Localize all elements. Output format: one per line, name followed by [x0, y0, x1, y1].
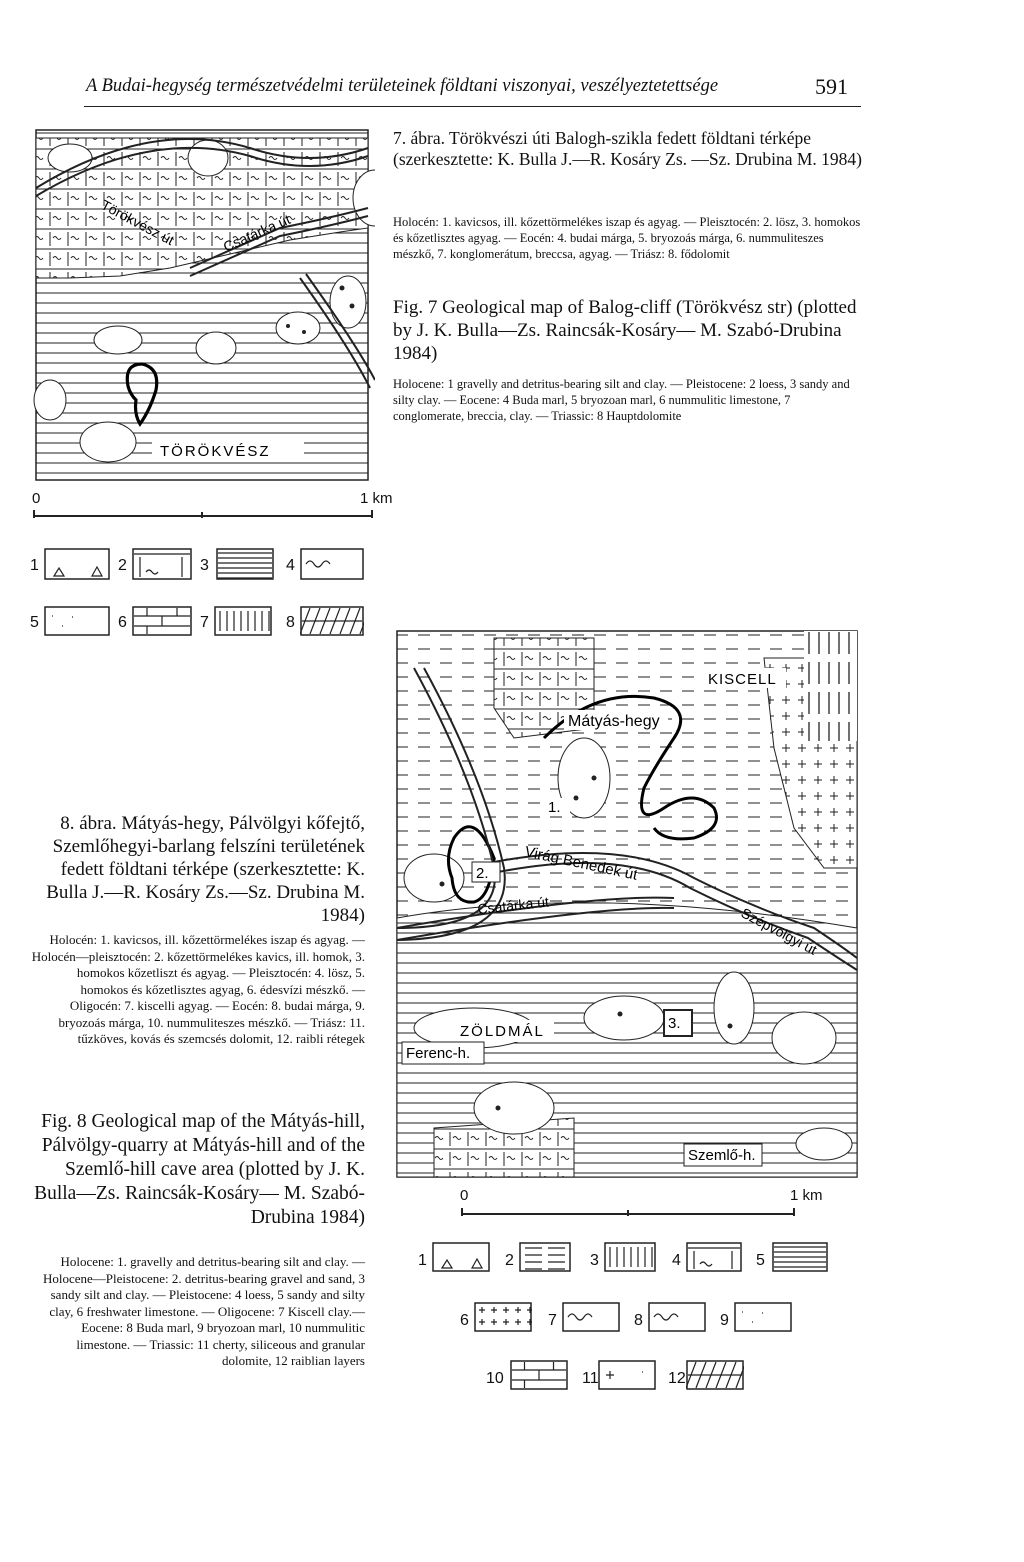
fig7-legend-number-6: 6 [118, 614, 127, 631]
fig7-legend-swatch-7 [214, 606, 272, 636]
fig8-legend-swatch-7 [562, 1302, 620, 1332]
fig7-legend-swatch-2 [132, 548, 192, 580]
fig8-legend-number-8: 8 [634, 1312, 643, 1329]
fig8-ferenc-label: Ferenc-h. [406, 1045, 471, 1062]
fig8-legend-swatch-8 [648, 1302, 706, 1332]
fig8-legend-number-7: 7 [548, 1312, 557, 1329]
fig7-map [30, 128, 375, 483]
fig8-csatarka-label: Csatárka út [476, 893, 550, 917]
fig8-caption-hu: 8. ábra. Mátyás-hegy, Pálvölgyi kőfejtő, Szemlőhegyi-barlang felszíni területének fedett földtani térképe (szerkesztette: K. Bulla J.—R. Kosáry Zs.—Sz. Drubina M. 1984) [46, 813, 365, 926]
fig8-legend-number-10: 10 [486, 1370, 504, 1387]
fig8-szemlo-label: Szemlő-h. [688, 1147, 756, 1164]
fig7-legend-number-3: 3 [200, 557, 209, 574]
fig7-street2-label: Csatárka út [220, 211, 293, 255]
running-title: A Budai-hegység természetvédelmi területeinek földtani viszonyai, veszélyeztetettsége [86, 76, 719, 96]
fig8-legend-swatch-4 [686, 1242, 742, 1272]
fig8-kiscell-label: KISCELL [708, 671, 777, 688]
header-rule [84, 106, 861, 107]
fig7-legend-hu: Holocén: 1. kavicsos, ill. kőzettörmelékes iszap és agyag. — Pleisztocén: 2. lösz, 3. homokos és kőzetlisztes agyag. — Eocén: 4. budai márga, 5. bryozoás márga, 6. nummuliteszes mészkő, 7. konglomerátum, breccsa, agyag. — Triász: 8. fődolomit [393, 215, 861, 261]
fig8-legend-swatch-1 [432, 1242, 490, 1272]
fig7-legend-number-7: 7 [200, 614, 209, 631]
fig8-legend-number-9: 9 [720, 1312, 729, 1329]
fig7-scale-bar [30, 508, 380, 520]
fig8-legend-swatch-12 [686, 1360, 744, 1390]
fig8-legend-number-1: 1 [418, 1252, 427, 1269]
fig8-legend-swatch-10 [510, 1360, 568, 1390]
fig7-caption-hu: 7. ábra. Törökvészi úti Balogh-szikla fedett földtani térképe (szerkesztette: K. Bulla J.—R. Kosáry Zs. —Sz. Drubina M. 1984) [393, 128, 863, 169]
fig7-legend-number-4: 4 [286, 557, 295, 574]
fig7-legend-swatch-4 [300, 548, 364, 580]
fig7-legend-en: Holocene: 1 gravelly and detritus-bearing silt and clay. — Pleistocene: 2 loess, 3 sandy and silty clay. — Eocene: 4 Buda marl, 5 bryozoan marl, 6 nummulitic limestone, 7 conglomerate, breccia, clay. — Triassic: 8 Hauptdolomite [393, 377, 850, 423]
fig8-site3-label: 3. [668, 1015, 681, 1032]
fig8-zoldmal-label: ZÖLDMÁL [460, 1023, 545, 1040]
fig7-legend-swatch-3 [216, 548, 274, 580]
fig8-legend-swatch-3 [604, 1242, 656, 1272]
fig8-site1-label: 1. [548, 799, 561, 816]
fig8-scale-end: 1 km [790, 1187, 823, 1204]
page-number: 591 [815, 74, 848, 99]
fig8-legend-swatch-5 [772, 1242, 828, 1272]
fig8-legend-number-3: 3 [590, 1252, 599, 1269]
fig7-legend-number-5: 5 [30, 614, 39, 631]
fig8-matyas-label: Mátyás-hegy [568, 713, 660, 730]
fig8-legend-hu: Holocén: 1. kavicsos, ill. kőzettörmelékes iszap és agyag. — Holocén—pleisztocén: 2. kőzettörmelékes kavics, ill. homok, 3. homokos kőzetliszt és agyag. — Pleisztocén: 4. lösz, 5. homokos és kőzetlisztes agyag, 6. édesvízi mészkő. — Oligocén: 7. kiscelli agyag. — Eocén: 8. budai márga, 9. bryozoás márga, 10. nummuliteszes mészkő. — Triász: 11. tűzköves, kovás és szemcsés dolomit, 12. raibli rétegek [31, 932, 365, 1046]
fig8-viragbenedek-label: Virág Benedek út [523, 843, 640, 884]
fig8-scale-bar [458, 1206, 808, 1218]
fig7-legend-swatch-5 [44, 606, 110, 636]
fig8-map [394, 628, 860, 1180]
fig7-street-label: Törökvész út [98, 196, 177, 249]
fig8-legend-swatch-6 [474, 1302, 532, 1332]
fig8-legend-swatch-11 [598, 1360, 656, 1390]
fig8-legend-swatch-2 [519, 1242, 571, 1272]
fig7-legend-number-8: 8 [286, 614, 295, 631]
fig8-site2-label: 2. [476, 865, 489, 882]
fig7-legend-swatch-1 [44, 548, 110, 580]
fig8-legend-number-6: 6 [460, 1312, 469, 1329]
fig8-legend-swatch-9 [734, 1302, 792, 1332]
fig7-legend-number-2: 2 [118, 557, 127, 574]
fig8-legend-number-11: 11 [582, 1370, 599, 1387]
fig8-legend-number-12: 12 [668, 1370, 686, 1387]
fig8-caption-en: Fig. 8 Geological map of the Mátyás-hill, Pálvölgy-quarry at Mátyás-hill and of the Szemlő-hill cave area (plotted by J. K. Bulla—Zs. Raincsák-Kosáry— M. Szabó-Drubina 1984) [34, 1111, 365, 1228]
fig7-legend-swatch-6 [132, 606, 192, 636]
fig7-caption-en: Fig. 7 Geological map of Balog-cliff (Törökvész str) (plotted by J. K. Bulla—Zs. Raincsák-Kosáry— M. Szabó-Drubina 1984) [393, 297, 857, 364]
fig7-scale-start: 0 [32, 490, 41, 507]
fig8-legend-number-4: 4 [672, 1252, 681, 1269]
fig7-scale-end: 1 km [360, 490, 393, 507]
fig8-legend-number-2: 2 [505, 1252, 514, 1269]
fig7-legend-number-1: 1 [30, 557, 39, 574]
fig8-legend-number-5: 5 [756, 1252, 765, 1269]
fig7-legend-swatch-8 [300, 606, 364, 636]
fig8-scale-start: 0 [460, 1187, 469, 1204]
fig7-area-label: TÖRÖKVÉSZ [160, 443, 271, 460]
fig8-szepvolgyi-label: Szépvölgyi út [738, 904, 820, 958]
fig8-legend-en: Holocene: 1. gravelly and detritus-bearing silt and clay. — Holocene—Pleistocene: 2. detritus-bearing gravel and sand, 3 sandy silt and clay. — Pleistocene: 4 loess, 5 sandy and silty clay, 6 freshwater limestone. — Oligocene: 7 Kiscell clay.— Eocene: 8 Buda marl, 9 bryozoan marl, 10 nummulitic limestone. — Triassic: 11 cherty, siliceous and granular dolomite, 12 raiblian layers [42, 1254, 365, 1368]
